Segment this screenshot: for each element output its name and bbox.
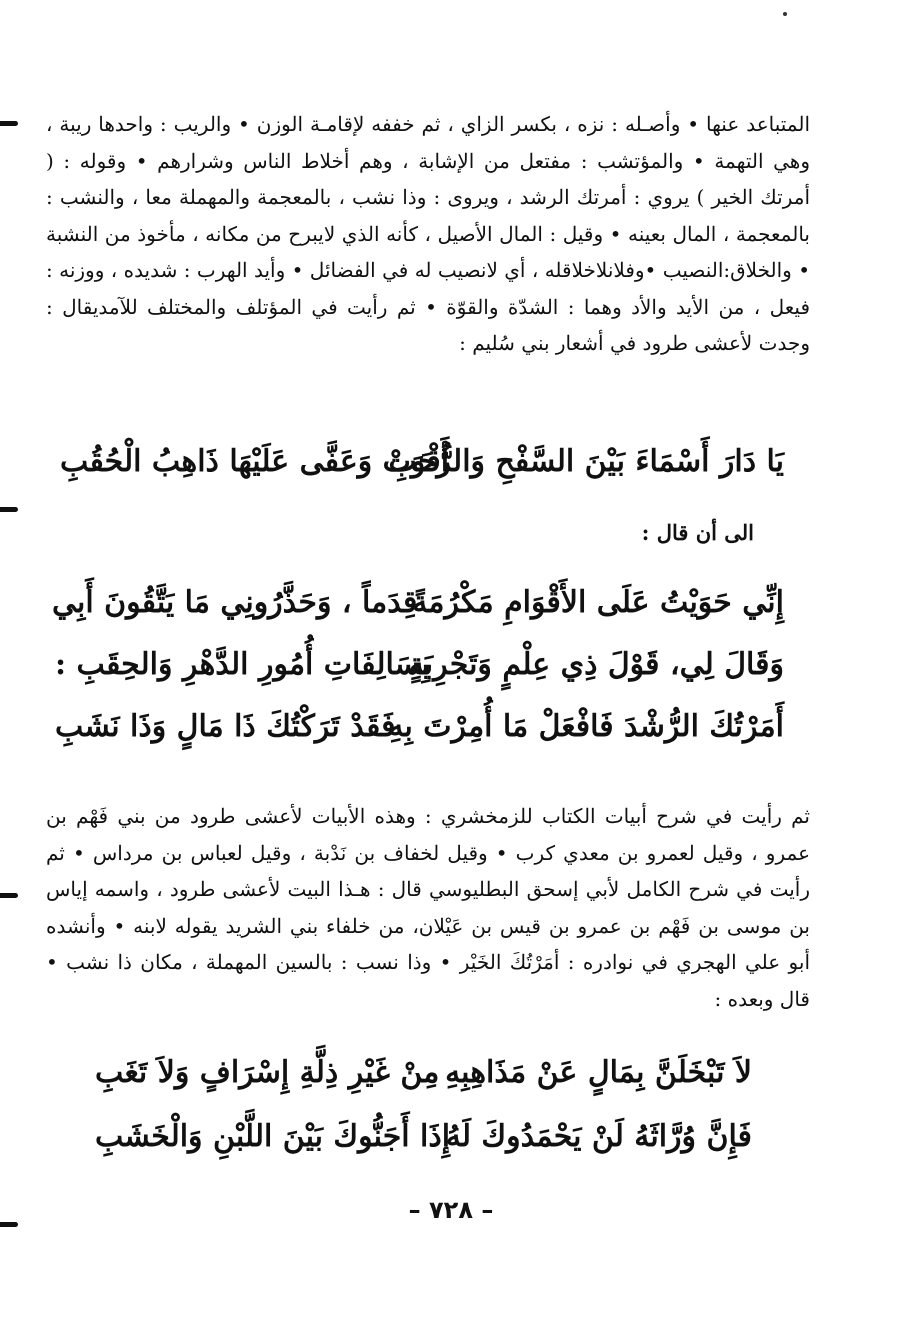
- verse-intro: الى أن قال :: [641, 520, 754, 545]
- margin-mark: [0, 121, 18, 126]
- verse-1-first-hemistich: يَا دَارَ أَسْمَاءَ بَيْنَ السَّفْحِ وَالرُّحَبِ: [388, 444, 784, 479]
- verse-1-second-hemistich: أَقْوَتْ وَعَفَّى عَلَيْهَا ذَاهِبُ الْحُقُبِ: [60, 444, 450, 479]
- margin-mark: [0, 893, 18, 898]
- verse-3-1-first-hemistich: لاَ تَبْخَلَنَّ بِمَالٍ عَنْ مَذَاهِبِهِ: [445, 1055, 752, 1090]
- commentary-paragraph-2: ثم رأيت في شرح أبيات الكتاب للزمخشري : وهذه الأبيات لأعشى طرود من بني فَهْم بن عمرو ، وقيل لعمرو بن معدي كرب • وقيل لخفاف بن نَدْبة ، وقيل لعباس بن مرداس • ثم رأيت في شرح الكامل لأبي إسحق البطليوسي قال : هـذا البيت لأعشى طرود ، واسمه إياس بن موسى بن فَهْم بن عمرو بن قيس بن عَيْلان، من خلفاء بني الشريد يقوله لابنه • وأنشده أبو علي الهجري في نوادره : أمَرْتُكَ الخَيْر • وذا نسب : بالسين المهملة ، مكان ذا نشب • قال وبعده :: [46, 804, 811, 1011]
- page-number: – ٧٢٨ –: [408, 1196, 494, 1224]
- verse-2-1-second-hemistich: قِدَماً ، وَحَذَّرُونِي مَا يَتَّقُونَ أَبِي: [52, 585, 418, 620]
- verse-3-1-second-hemistich: مِنْ غَيْرِ ذِلَّةِ إِسْرَافٍ وَلاَ تَغَبِ: [95, 1055, 440, 1090]
- verse-3-2-first-hemistich: فَإِنَّ وُرَّاثَهُ لَنْ يَحْمَدُوكَ لَهُ: [445, 1119, 752, 1154]
- verse-3-2-second-hemistich: إِذَا أَجَنُّوكَ بَيْنَ اللَّبْنِ وَالْخَشَبِ: [95, 1119, 451, 1154]
- verse-2-3-first-hemistich: أَمَرْتُكَ الرُّشْدَ فَافْعَلْ مَا أُمِرْتَ بِهِ: [388, 709, 784, 744]
- margin-mark: [0, 507, 18, 512]
- verse-2-2-first-hemistich: وَقَالَ لِي، قَوْلَ ذِي عِلْمٍ وَتَجْرِبَةٍ: [408, 647, 784, 682]
- verse-2-2-second-hemistich: بِسَالِفَاتِ أُمُورِ الدَّهْرِ وَالحِقَبِ :: [55, 647, 430, 682]
- commentary-paragraph-1: المتباعد عنها • وأصـله : نزه ، بكسر الزاي ، ثم خففه لإقامـة الوزن • والريب : واحدها ريبة ، وهي التهمة • والمؤتشب : مفتعل من الإشابة ، وهم أخلاط الناس وشرارهم • وقوله : ( أمرتك الخير ) يروي : أمرتك الرشد ، ويروى : وذا نشب ، بالمعجمة والمهملة معا ، والنشب : بالمعجمة ، المال بعينه • وقيل : المال الأصيل ، كأنه الذي لايبرح من مكانه ، مأخوذ من النشبة • والخلاق:النصيب •وفلانلاخلاقله ، أي لانصيب له في الفضائل • وأيد الهرب : شديده ، ووزنه : فيعل ، من الأيد والأد وهما : الشدّة والقوّة • ثم رأيت في المؤتلف والمختلف للآمديقال : وجدت لأعشى طرود في أشعار بني سُليم :: [46, 112, 810, 355]
- speck: [783, 12, 787, 16]
- verse-2-3-second-hemistich: فَقَدْ تَرَكْتُكَ ذَا مَالٍ وَذَا نَشَبِ: [55, 709, 396, 744]
- verse-2-1-first-hemistich: إِنِّي حَوَيْتُ عَلَى الأَقْوَامِ مَكْرُمَةً: [412, 585, 784, 620]
